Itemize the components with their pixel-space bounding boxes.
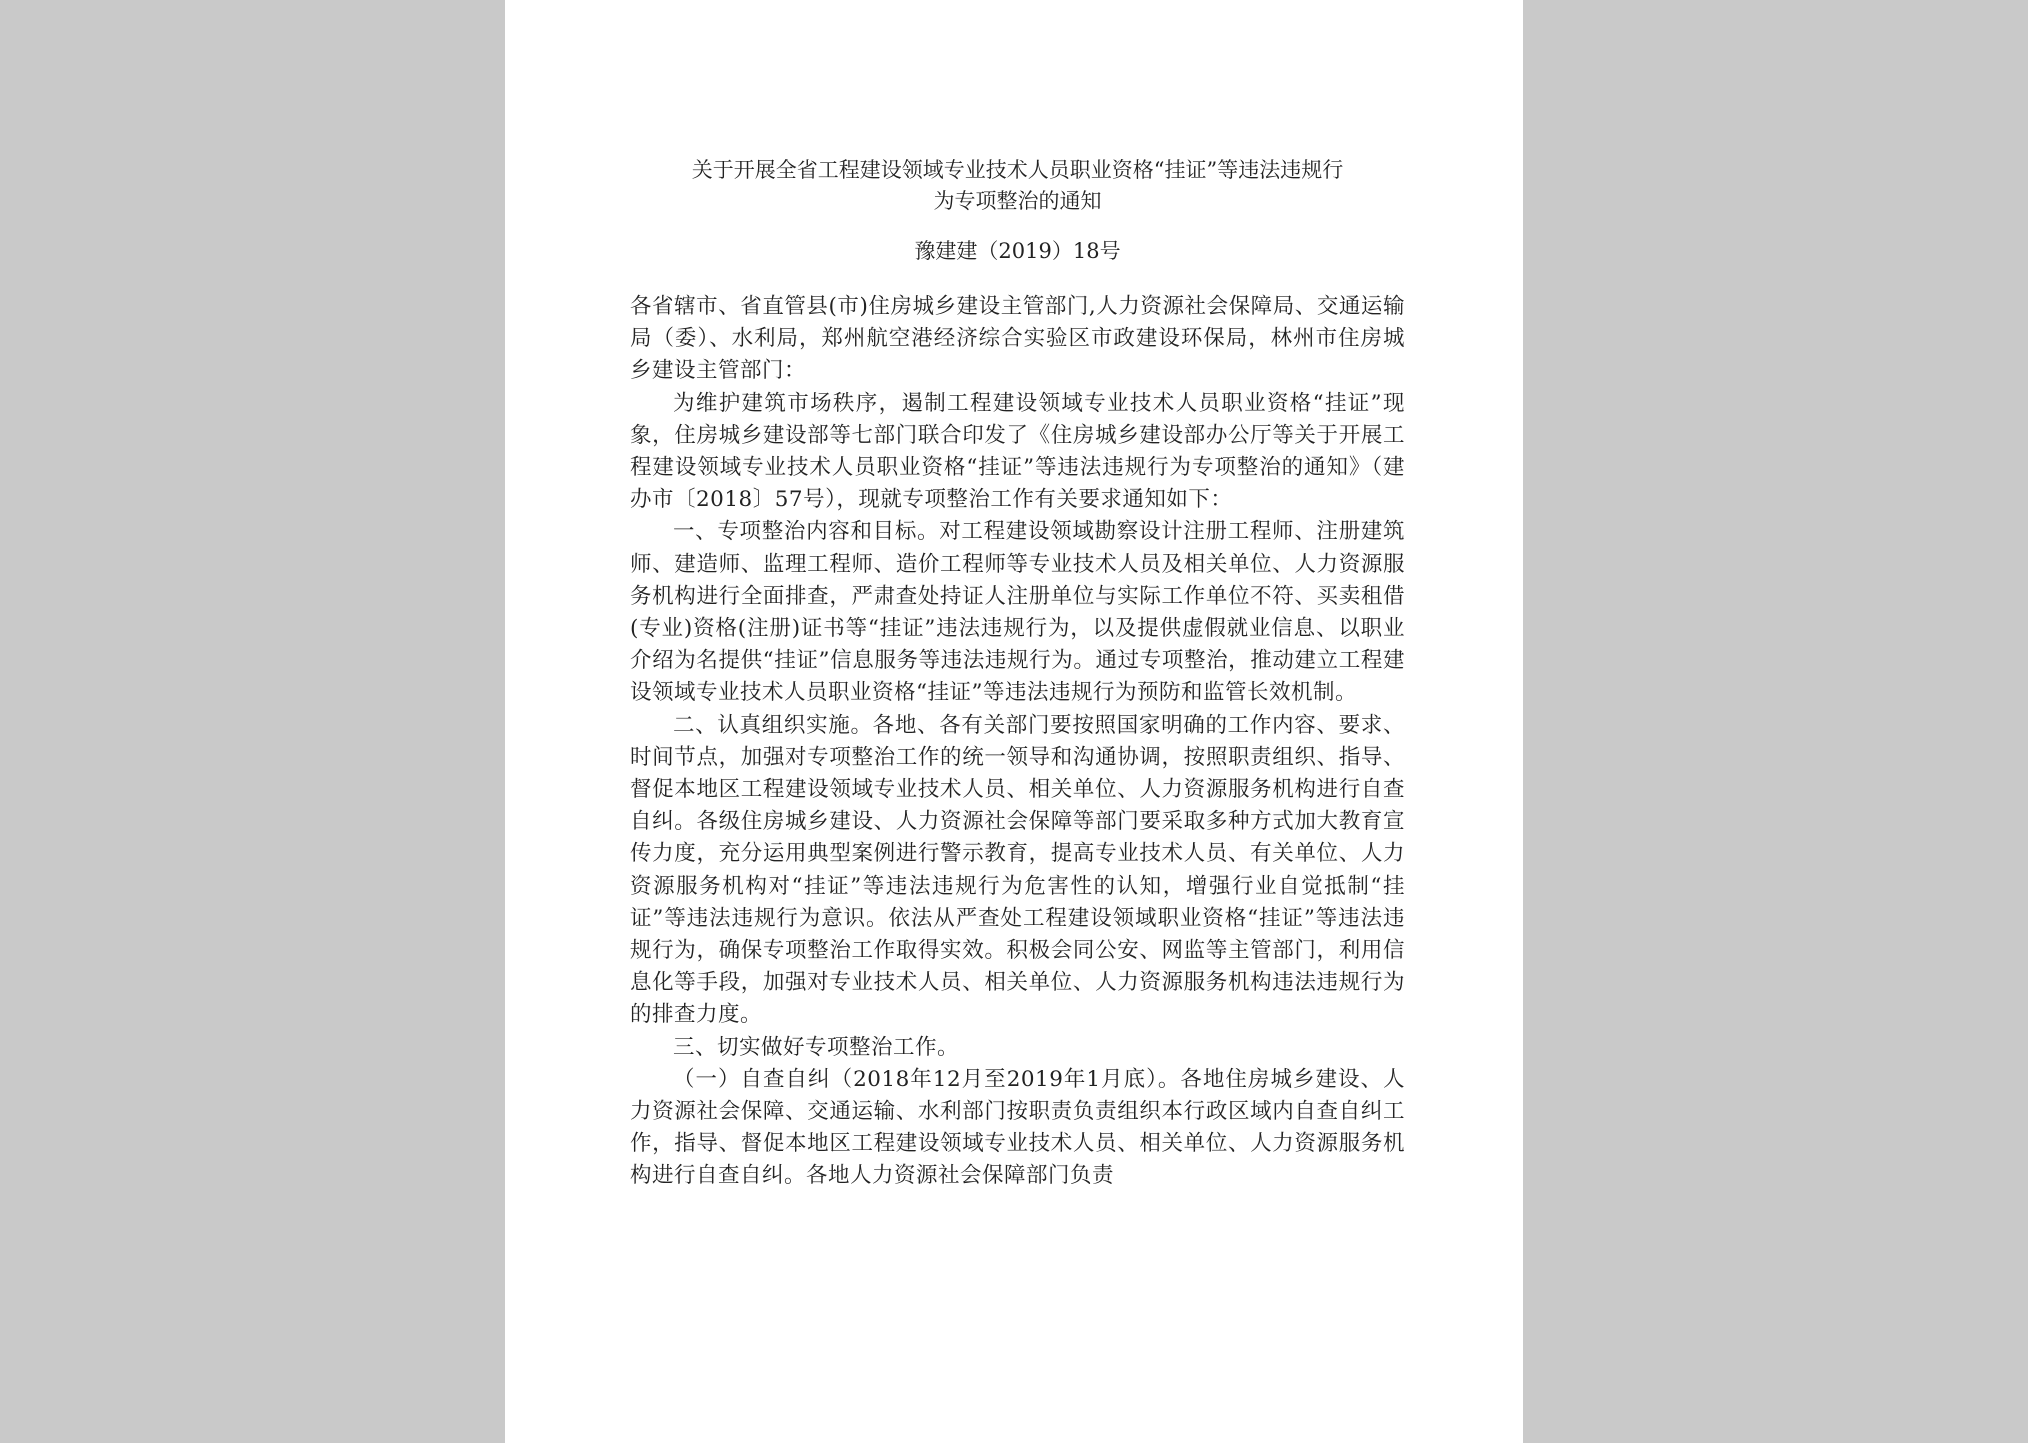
paragraph-section-1: 一、专项整治内容和目标。对工程建设领域勘察设计注册工程师、注册建筑师、建造师、监理工程师、造价工程师等专业技术人员及相关单位、人力资源服务机构进行全面排查，严肃查处持证人注册单位与实际工作单位不符、买卖租借(专业)资格(注册)证书等“挂证”违法违规行为，以及提供虚假就业信息、以职业介绍为名提供“挂证”信息服务等违法违规行为。通过专项整治，推动建立工程建设领域专业技术人员职业资格“挂证”等违法违规行为预防和监管长效机制。 (630, 519, 1405, 706)
paragraph-section-2: 二、认真组织实施。各地、各有关部门要按照国家明确的工作内容、要求、时间节点，加强对专项整治工作的统一领导和沟通协调，按照职责组织、指导、督促本地区工程建设领域专业技术人员、相关单位、人力资源服务机构进行自查自纠。各级住房城乡建设、人力资源社会保障等部门要采取多种方式加大教育宣传力度，充分运用典型案例进行警示教育，提高专业技术人员、有关单位、人力资源服务机构对“挂证”等违法违规行为危害性的认知，增强行业自觉抵制“挂证”等违法违规行为意识。依法从严查处工程建设领域职业资格“挂证”等违法违规行为，确保专项整治工作取得实效。积极会同公安、网监等主管部门，利用信息化等手段，加强对专业技术人员、相关单位、人力资源服务机构违法违规行为的排查力度。 (630, 712, 1405, 1028)
document-number: 豫建建（2019）18号 (914, 239, 1121, 263)
title-line-2: 为专项整治的通知 (933, 189, 1102, 213)
addressee: 各省辖市、省直管县(市)住房城乡建设主管部门,人力资源社会保障局、交通运输局（委）、水利局，郑州航空港经济综合实验区市政建设环保局，林州市住房城乡建设主管部门： (630, 294, 1405, 384)
paragraph-section-3: 三、切实做好专项整治工作。 (673, 1034, 960, 1060)
document-page (505, 0, 1523, 1443)
paragraph-intro: 为维护建筑市场秩序，遏制工程建设领域专业技术人员职业资格“挂证”现象，住房城乡建设部等七部门联合印发了《住房城乡建设部办公厅等关于开展工程建设领域专业技术人员职业资格“挂证”等违法违规行为专项整治的通知》（建办市〔2018〕57号），现就专项整治工作有关要求通知如下： (630, 390, 1405, 513)
document-content (630, 155, 1405, 1193)
document-body (630, 291, 1405, 1193)
document-title (630, 155, 1405, 217)
paragraph-subsection-1: （一）自查自纠（2018年12月至2019年1月底）。各地住房城乡建设、人力资源社会保障、交通运输、水利部门按职责负责组织本行政区域内自查自纠工作，指导、督促本地区工程建设领域专业技术人员、相关单位、人力资源服务机构进行自查自纠。各地人力资源社会保障部门负责 (630, 1066, 1405, 1189)
title-line-1: 关于开展全省工程建设领域专业技术人员职业资格“挂证”等违法违规行 (691, 158, 1344, 182)
